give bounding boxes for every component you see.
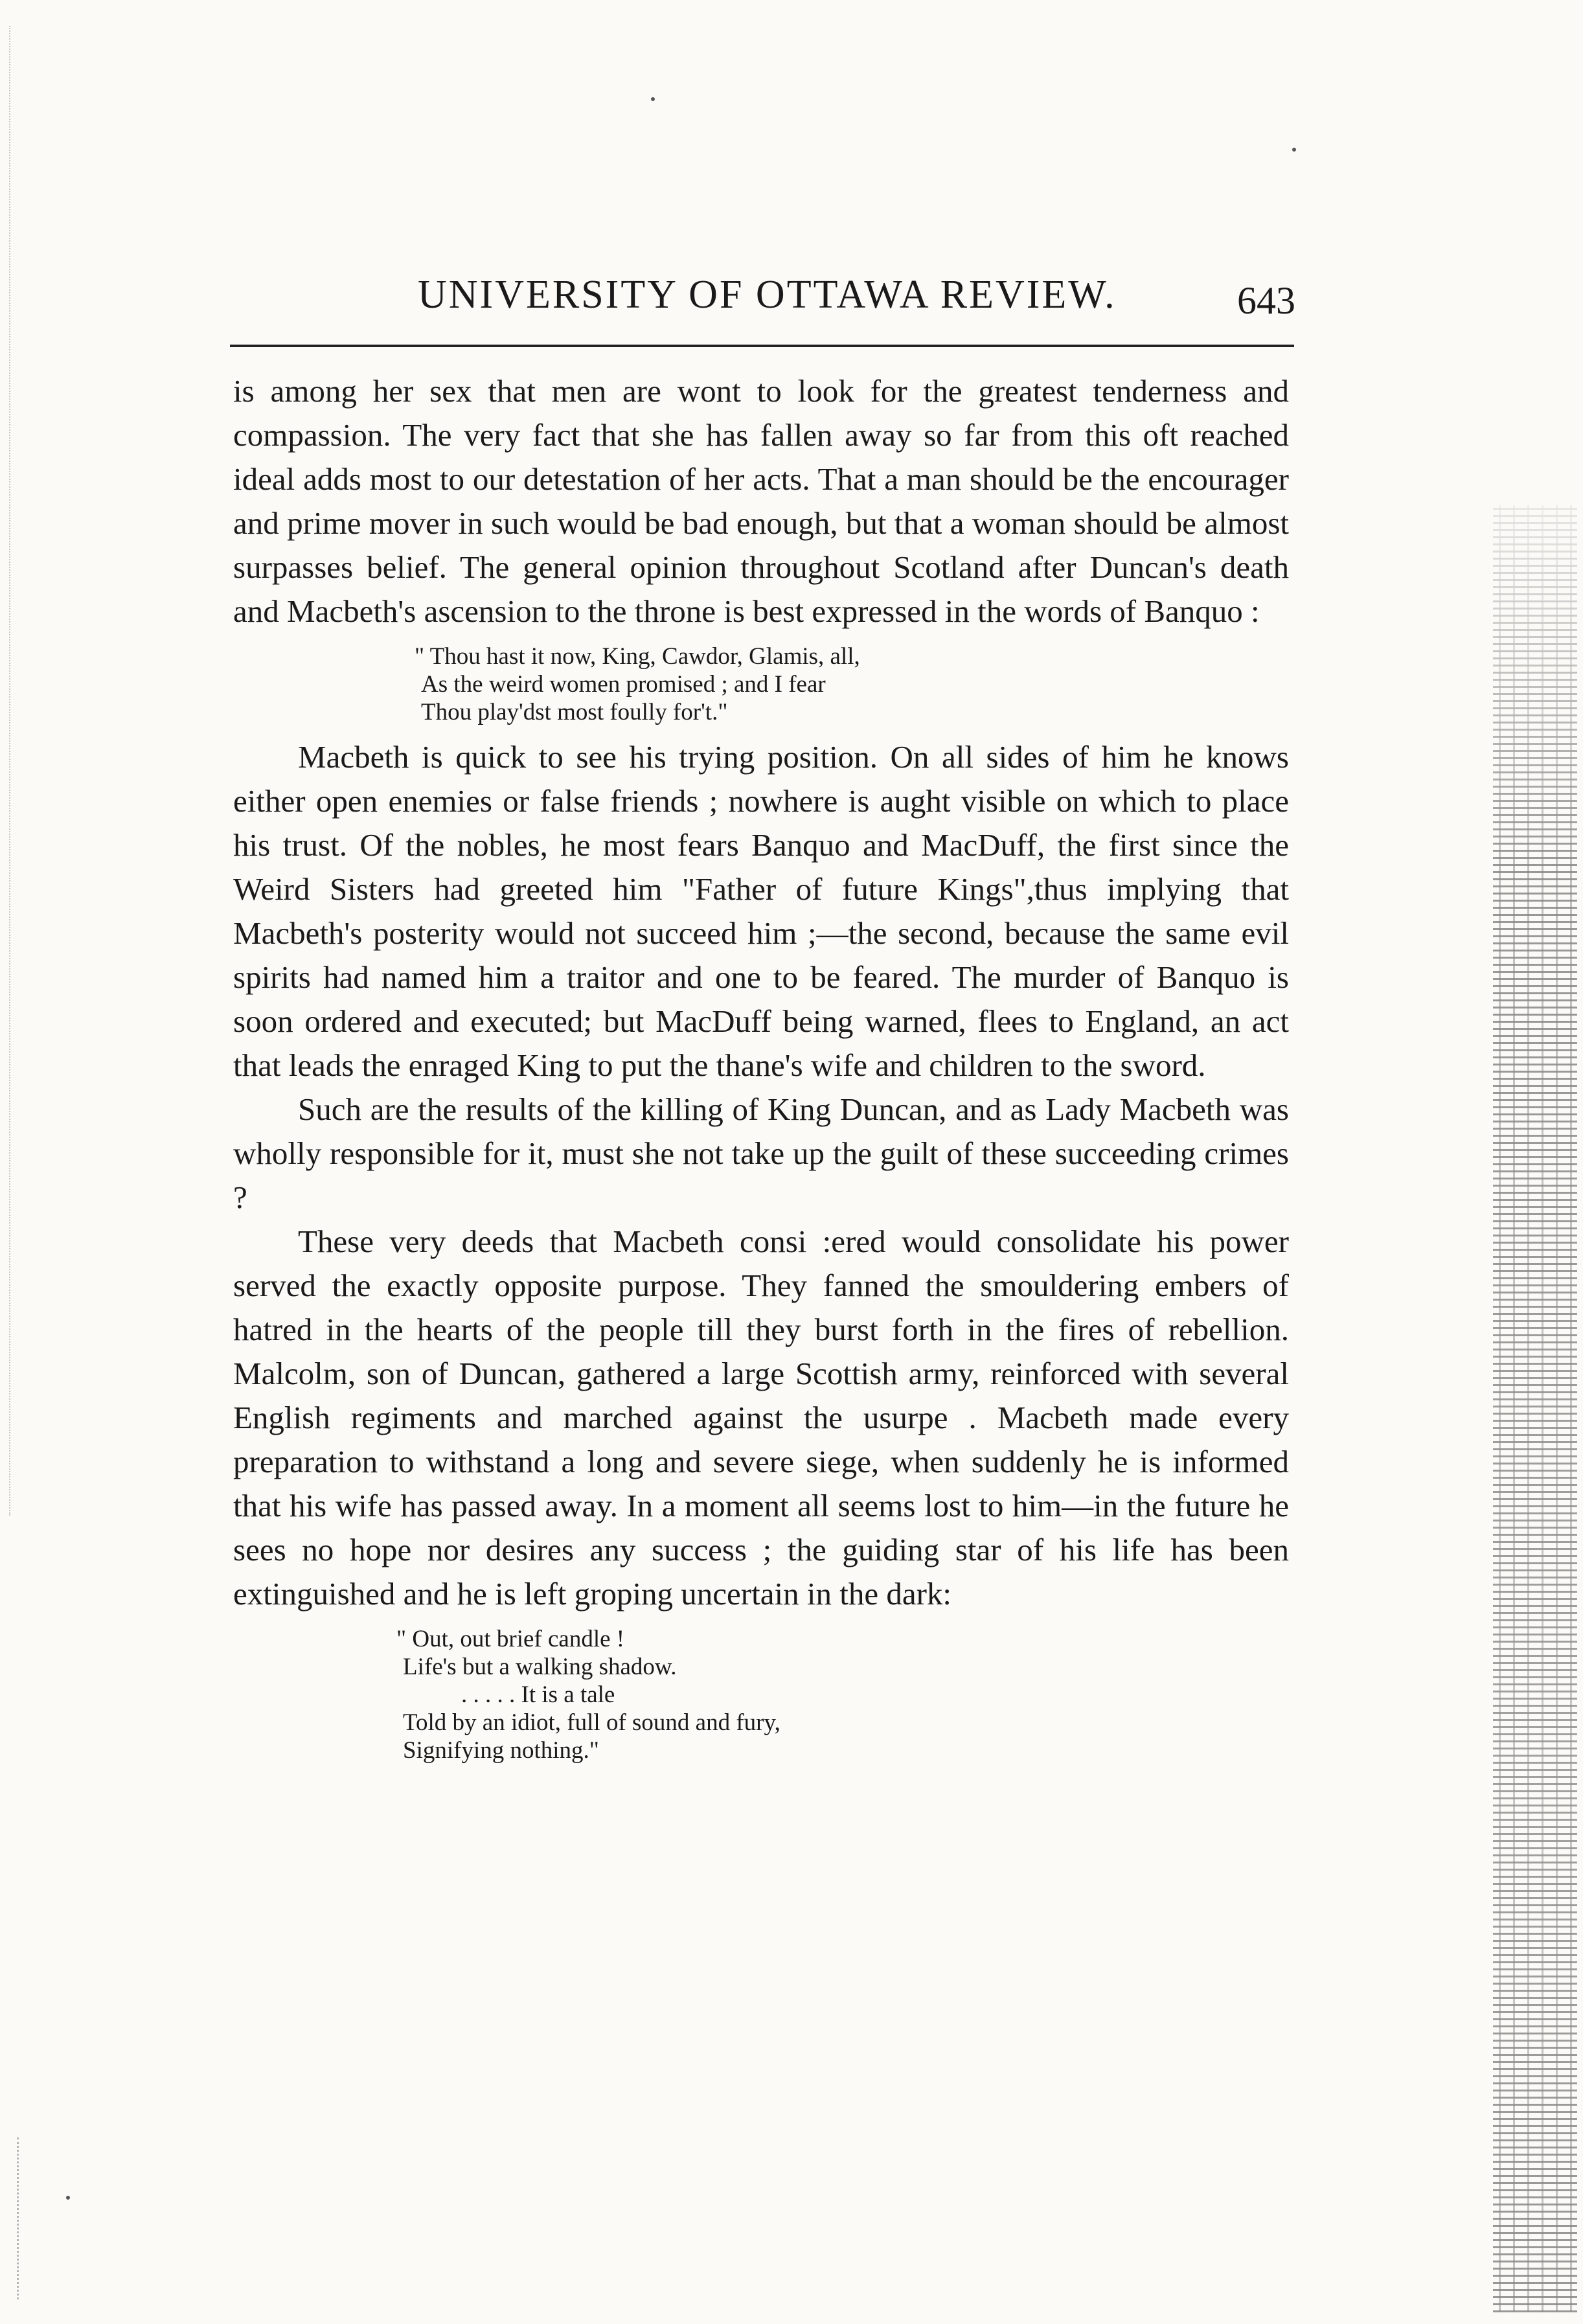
verse-line: . . . . . It is a tale [461,1681,615,1708]
document-page [233,272,1295,1764]
verse-line: " Out, out brief candle ! [396,1626,625,1652]
verse-line: Signifying nothing." [403,1737,599,1764]
binding-bleed-strip [1493,505,1577,2312]
scan-margin-noise [9,26,30,1516]
verse-quotation-macbeth [233,1625,1289,1764]
paragraph: is among her sex that men are wont to look for the greatest tenderness and compassion. The very fact that she has fallen away so far from this oft reached ideal adds most to our detestation of her acts. That a man should be the encourager and prime mover in such would be bad enough, but that a woman should be almost surpasses belief. The general opinion throughout Scotland after Duncan's death and Macbeth's ascension to the throne is best expressed in the words of Banquo : [233,373,1289,629]
paragraph: These very deeds that Macbeth consi :ered would consolidate his power served the exactly opposite purpose. They fanned the smouldering embers of hatred in the hearts of the people till they burst forth in the fires of rebellion. Malcolm, son of Duncan, gathered a large Scottish army, reinforced with several English regiments and marched against the usurpe . Macbeth made every preparation to withstand a long and severe siege, when suddenly he is informed that his wife has passed away. In a moment all seems lost to him—in the future he sees no hope nor desires any success ; the guiding star of his life has been extinguished and he is left groping uncertain in the dark: [233,1224,1289,1612]
scan-speck [1292,148,1296,152]
verse-quotation-banquo [233,643,1289,726]
paragraph: Macbeth is quick to see his trying position. On all sides of him he knows either open enemies or false friends ; nowhere is aught visible on which to place his trust. Of the nobles, he most fears Banquo and MacDuff, the first since the Weird Sisters had greeted him "Father of future Kings",thus implying that Macbeth's posterity would not succeed him ;—the second, because the same evil spirits had named him a traitor and one to be feared. The murder of Banquo is soon ordered and executed; but MacDuff being warned, flees to England, an act that leads the enraged King to put the thane's wife and children to the sword. [233,739,1289,1083]
header-rule [230,345,1294,347]
verse-line: Told by an idiot, full of sound and fury, [403,1709,780,1736]
body-text [233,369,1289,1773]
scan-margin-noise [17,2137,24,2299]
scan-speck [66,2196,70,2200]
verse-line: Thou play'dst most foully for't." [421,699,728,725]
scan-speck [651,97,655,101]
running-head: UNIVERSITY OF OTTAWA REVIEW. [418,273,1117,317]
page-header [233,272,1295,350]
verse-line: Life's but a walking shadow. [403,1654,677,1680]
paragraph: Such are the results of the killing of King Duncan, and as Lady Macbeth was wholly responsible for it, must she not take up the guilt of these succeeding crimes ? [233,1091,1289,1215]
page-number: 643 [1237,279,1295,322]
verse-line: As the weird women promised ; and I fear [421,671,826,698]
verse-line: " Thou hast it now, King, Cawdor, Glamis, all, [415,643,860,670]
